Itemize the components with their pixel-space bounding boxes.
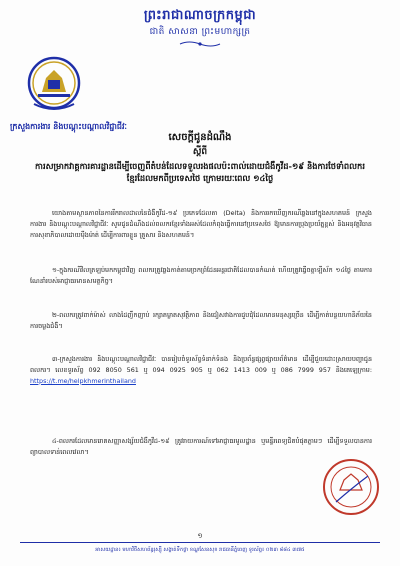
paragraph-1: ១-ក្នុងករណីវិលត្រឡប់មកកម្ពុជាវិញ ពលករត្រូវឆ្លងកាត់តាមច្រកព្រំដែនអន្តរជាតិដែលបានកំណត់ ហើយត្រូវធ្វើចត្តាឡីស័ក ១៤ថ្ងៃ តាមការណែនាំរបស់អាជ្ញាធរមានសមត្ថកិច្ច។ [30,266,372,285]
ministry-name: ក្រសួងការងារ និងបណ្តុះបណ្តាលវិជ្ជាជីវៈ [10,122,127,131]
kingdom-heading: ព្រះរាជាណាចក្រកម្ពុជា [143,8,257,23]
ministry-emblem-icon [26,56,82,114]
paragraph-3 [30,354,372,387]
paragraph-3-text: ៣-ក្រសួងការងារ និងបណ្តុះបណ្តាលវិជ្ជាជីវៈ បានរៀបចំទូរស័ព្ទទំនាក់ទំនង និងប្រព័ន្ធផ្សព្វផ្សាយព័ត៌មាន ដើម្បីជួយដោះស្រាយបញ្ហាជូនពលករ។ លេខទូរស័ព្ទ 092 8050 561 ឬ 094 0925 905 ឬ 062 1413 009 ឬ 086 7999 957 និងតេឡេក្រាម: [30,355,372,374]
national-motto: ជាតិ សាសនា ព្រះមហាក្សត្រ [149,27,251,37]
footer-address: អាសយដ្ឋាន៖ មហាវិថីសហព័ន្ធរុស្ស៊ី សង្កាត់ទឹកថ្លា ខណ្ឌសែនសុខ រាជធានីភ្នំពេញ ទូរស័ព្ទ៖ ០២៣ ៨៨៤ ៣៧៥ [95,547,305,553]
document-about-label: ស្តីពី [192,147,208,157]
document-title: សេចក្តីជូនដំណឹង [168,132,232,143]
paragraph-intro: យោងតាមស្ថានភាពនៃការរីករាលដាលនៃជំងឺកូវីដ-១៩ ប្រភេទដែលតា (Delta) និងការរកឃើញករណីឆ្លងនៅក្នុងសហគមន៍ ក្រសួងការងារ និងបណ្តុះបណ្តាលវិជ្ជាជីវៈ សូមជូនដំណឹងដល់ពលករខ្មែរទាំងអស់ដែលកំពុងធ្វើការនៅប្រទេសថៃ ឱ្យមានការប្រុងប្រយ័ត្នខ្ពស់ និងអនុវត្តវិធានការសុខាភិបាលដោយម៉ឺងម៉ាត់ ដើម្បីការពារខ្លួន គ្រួសារ និងសហគមន៍។ [30,209,372,239]
paragraph-4: ៤-ពលករដែលមានរោគសញ្ញាសង្ស័យជំងឺកូវីដ-១៩ ត្រូវរាយការណ៍ទៅអាជ្ញាធរមូលដ្ឋាន ឬមន្ទីរពេទ្យជិតបំផុតភ្លាមៗ ដើម្បីទទួលបានការព្យាបាលទាន់ពេលវេលា។ [30,437,372,456]
ornament-divider-icon [178,40,222,48]
paragraph-2: ២-ពលករត្រូវពាក់ម៉ាស់ លាងដៃញឹកញាប់ រក្សាគម្លាតសុវត្ថិភាព និងជៀសវាងការជួបជុំដែលមានមនុស្សច្រើន ដើម្បីកាត់បន្ថយហានិភ័យនៃការចម្លងជំងឺ។ [30,311,372,330]
page-number: ១ [197,532,203,540]
footer-divider [20,542,380,543]
document-subject: ការសម្រាកវាគ្គការគារដ្ឋានដើម្បីចេញពីតំបន់ដែលទទួលរងផលប៉ះពាល់ដោយជំងឺកូវីដ-១៩ និងការថែទាំពលករខ្មែរដែលមកពីប្រទេសថៃ ក្រោមរយៈពេល ១៤ថ្ងៃ [35,161,365,183]
telegram-link[interactable]: https://t.me/helpkhmerinthailand [30,376,136,385]
official-stamp-icon [322,458,380,516]
